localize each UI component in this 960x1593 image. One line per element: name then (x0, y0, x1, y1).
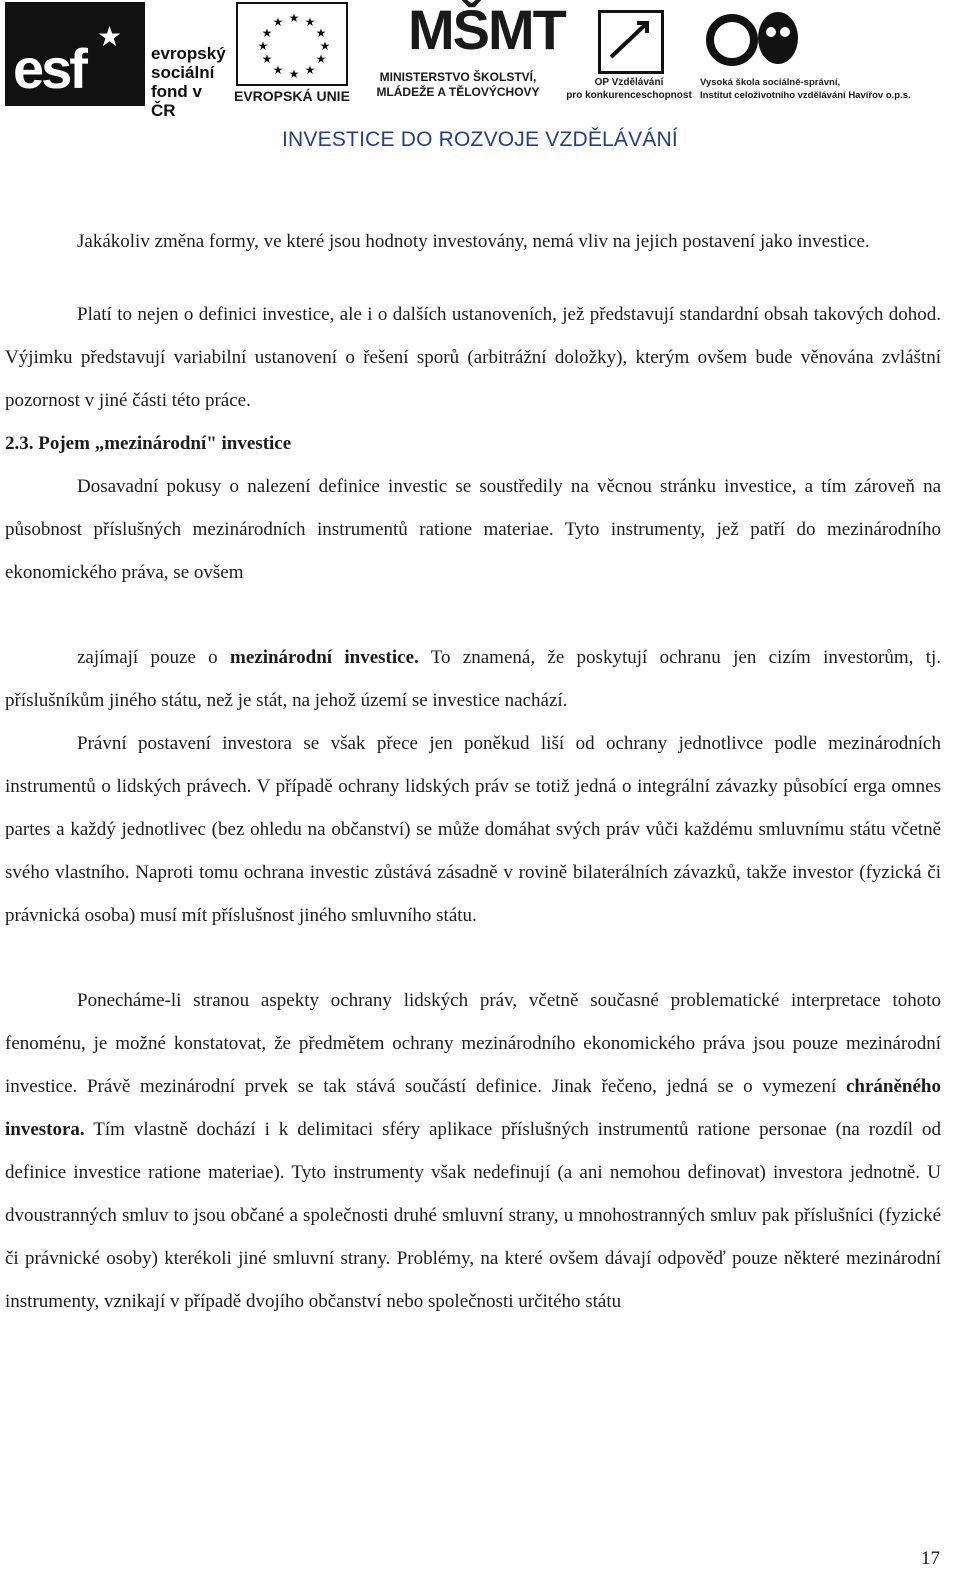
msmt-line2: MLÁDEŽE A TĚLOVÝCHOVY (376, 85, 540, 99)
svg-text:★: ★ (304, 63, 316, 77)
spacer (5, 263, 941, 293)
paragraph-1: Jakákoliv změna formy, ve které jsou hodnoty investovány, nemá vliv na jejich postavení jako investice. (77, 231, 870, 252)
svg-text:★: ★ (272, 15, 284, 29)
svg-text:★: ★ (315, 26, 327, 40)
text-run: Tím vlastně dochází i k delimitaci sféry aplikace příslušných instrumentů ratione personae (na rozdíl od definice investice ratione materiae). Tyto instrumenty však nedefinují (a ani nemohou definovat) investora jednotně. U dvoustranných smluv to jsou občané a společnosti druhé smluvní strany, u mnohostranných smluv pak příslušníci (fyzické či právnické osoby) kterékoli jiné smluvní strany. Problémy, na které ovšem dávají odpověď pouze některé mezinárodní instrumenty, vznikají v případě dvojího občanství nebo společnosti určitého státu (5, 1119, 941, 1312)
svg-text:★: ★ (261, 26, 273, 40)
msmt-line1: MINISTERSTVO ŠKOLSTVÍ, (379, 70, 537, 84)
op-caption (566, 76, 692, 102)
paragraph-3: Dosavadní pokusy o nalezení definice investic se soustředily na věcnou stránku investice, a tím zároveň na působnost příslušných mezinárodních instrumentů ratione materiae. Tyto instrumenty, jež patří do mezinárodního ekonomického práva, se ovšem (5, 476, 941, 583)
document-body (5, 220, 941, 1323)
op-line2: pro konkurenceschopnost (566, 90, 692, 101)
svg-text:★: ★ (261, 52, 273, 66)
eu-stars-icon (256, 12, 332, 78)
text-run: Ponecháme-li stranou aspekty ochrany lidských práv, včetně současné problematické interpretace tohoto fenoménu, je možné konstatovat, že předmětem ochrany mezinárodního ekonomického práva jsou pouze mezinárodní investice. Právě mezinárodní prvek se tak stává součástí definice. Jinak řečeno, jedná se o vymezení (5, 990, 941, 1097)
bold-term: mezinárodní investice. (230, 647, 419, 668)
svg-text:★: ★ (257, 39, 269, 53)
svg-text:★: ★ (288, 12, 300, 25)
svg-text:★: ★ (319, 39, 331, 53)
spacer (5, 937, 941, 979)
op-logo (566, 0, 692, 108)
section-heading: 2.3. Pojem „mezinárodní" investice (5, 433, 292, 454)
esf-mark-text: esf (13, 37, 85, 100)
vs-line1: Vysoká škola sociálně-správní, (700, 77, 841, 88)
op-line1: OP Vzdělávání (594, 77, 664, 88)
vs-line2: Institut celoživotního vzdělávání Havířov o.p.s. (700, 90, 911, 101)
esf-mark (5, 2, 145, 106)
msmt-caption (368, 70, 548, 100)
eu-flag-icon (236, 2, 348, 86)
esf-logo (5, 2, 230, 120)
spacer (5, 594, 941, 636)
vs-logo (700, 0, 910, 108)
arrow-icon (601, 13, 661, 71)
bold-term: chráněného investora. (5, 1076, 941, 1140)
paragraph-2: Platí to nejen o definici investice, ale i o dalších ustanoveních, jež představují standardní obsah takových dohod. Výjimku představují variabilní ustanovení o řešení sporů (arbitrážní doložky), kterým ovšem bude věnována zvláštní pozornost v jiné části této práce. (5, 304, 941, 411)
msmt-mark: MŠMT (408, 0, 565, 61)
owl-icon (700, 8, 810, 68)
eu-caption: EVROPSKÁ UNIE (234, 88, 350, 104)
svg-text:★: ★ (288, 67, 300, 78)
paragraph-5: Právní postavení investora se však přece jen poněkud liší od ochrany jednotlivce podle mezinárodních instrumentů o lidských právech. V případě ochrany lidských práv se totiž jedná o integrální závazky působící erga omnes partes a každý jednotlivec (bez ohledu na občanství) se může domáhat svých práv vůči každému smluvnímu státu včetně svého vlastního. Naproti tomu ochrana investic zůstává zásadně v rovině bilaterálních závazků, takže investor (fyzická či právnická osoba) musí mít příslušnost jiného smluvního státu. (5, 733, 941, 926)
vs-caption (700, 76, 911, 102)
logo-bar (0, 0, 960, 120)
svg-text:★: ★ (272, 63, 284, 77)
svg-text:★: ★ (304, 15, 316, 29)
esf-line1: evropský (151, 44, 226, 63)
star-icon: ★ (97, 22, 123, 53)
eu-logo (234, 0, 354, 108)
paragraph-4 (5, 636, 941, 722)
page-number: 17 (921, 1548, 940, 1569)
text-run: zajímají pouze o (77, 647, 230, 668)
svg-text:★: ★ (315, 52, 327, 66)
esf-line3: fond v ČR (151, 82, 202, 120)
header-title: INVESTICE DO ROZVOJE VZDĚLÁVÁNÍ (282, 128, 678, 151)
esf-line2: sociální (151, 63, 215, 82)
op-mark-icon (598, 10, 664, 74)
text-run: To znamená, že poskytují ochranu jen cizím investorům, tj. příslušníkům jiného státu, než je stát, na jehož území se investice nachází. (5, 647, 942, 711)
esf-words (151, 44, 230, 120)
paragraph-6 (5, 979, 941, 1323)
msmt-logo (368, 0, 565, 108)
